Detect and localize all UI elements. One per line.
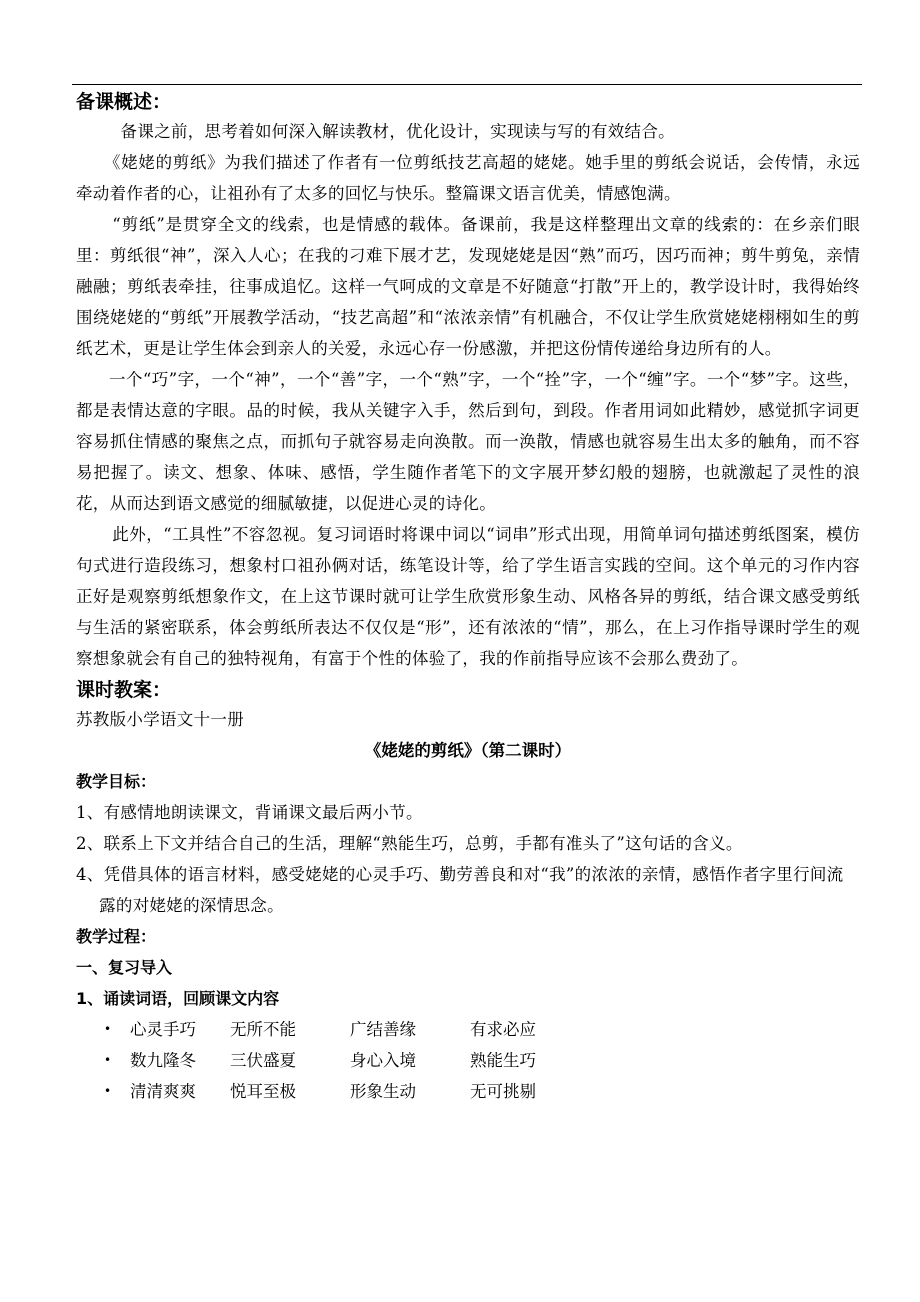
word-item: 悦耳至极 xyxy=(230,1082,296,1101)
objective-item: 1、有感情地朗读课文，背诵课文最后两小节。 xyxy=(76,803,423,822)
objectives-heading: 教学目标： xyxy=(76,772,157,791)
process-heading: 教学过程： xyxy=(76,927,157,946)
overview-paragraph: 一个“巧”字，一个“神”，一个“善”字，一个“熟”字，一个“拴”字，一个“缠”字。一个“梦”字。这些，都是表情达意的字眼。品的时候，我从关键字入手，然后到句，到段。作者用词如此精妙，感觉抓字词更容易抓住情感的聚焦之点，而抓句子就容易走向涣散。而一涣散，情感也就容易生出太多的触角，而不容易把握了。读文、想象、体味、感悟，学生随作者笔下的文字展开梦幻般的翅膀，也就激起了灵性的浪花，从而达到语文感觉的细腻敏捷，以促进心灵的诗化。 xyxy=(76,370,860,513)
word-row xyxy=(76,1076,860,1107)
word-row xyxy=(76,1014,860,1045)
word-item: 心灵手巧 xyxy=(130,1020,196,1039)
section-heading-overview: 备课概述： xyxy=(76,91,172,113)
objective-item: 2、联系上下文并结合自己的生活，理解“熟能生巧，总剪，手都有准头了”这句话的含义。 xyxy=(76,834,743,853)
bullet-icon: • xyxy=(104,1053,112,1067)
word-item: 有求必应 xyxy=(470,1020,536,1039)
overview-paragraph: 此外，“工具性”不容忽视。复习词语时将课中词以“词串”形式出现，用简单词句描述剪纸图案，模仿句式进行造段练习，想象村口祖孙俩对话，练笔设计等，给了学生语言实践的空间。这个单元的习作内容正好是观察剪纸想象作文，在上这节课时就可让学生欣赏形象生动、风格各异的剪纸，结合课文感受剪纸与生活的紧密联系，体会剪纸所表达不仅仅是“形”，还有浓浓的“情”，那么，在上习作指导课时学生的观察想象就会有自己的独特视角，有富于个性的体验了，我的作前指导应该不会那么费劲了。 xyxy=(76,525,860,668)
top-rule xyxy=(72,84,862,85)
document-page xyxy=(76,88,860,1107)
word-item: 无所不能 xyxy=(230,1020,296,1039)
overview-paragraph: 备课之前，思考着如何深入解读教材，优化设计，实现读与写的有效结合。 xyxy=(120,122,675,141)
bullet-icon: • xyxy=(104,1022,112,1036)
section-heading-lesson-plan: 课时教案： xyxy=(76,679,172,701)
word-item: 熟能生巧 xyxy=(470,1051,536,1070)
textbook-label: 苏教版小学语文十一册 xyxy=(76,710,244,729)
word-list xyxy=(76,1014,860,1107)
substep-heading: 1、诵读词语，回顾课文内容 xyxy=(76,989,280,1008)
word-item: 身心入境 xyxy=(350,1051,416,1070)
word-item: 广结善缘 xyxy=(350,1020,416,1039)
lesson-title: 《姥姥的剪纸》（第二课时） xyxy=(364,741,572,760)
objective-item: 4、凭借具体的语言材料，感受姥姥的心灵手巧、勤劳善良和对“我”的浓浓的亲情，感悟作者字里行间流露的对姥姥的深情思念。 xyxy=(76,865,844,915)
step-heading: 一、复习导入 xyxy=(76,958,173,977)
overview-paragraph: “剪纸”是贯穿全文的线索，也是情感的载体。备课前，我是这样整理出文章的线索的：在乡亲们眼里：剪纸很“神”，深入人心；在我的刁难下展才艺，发现姥姥是因“熟”而巧，因巧而神；剪牛剪兔，亲情融融；剪纸表牵挂，往事成追忆。这样一气呵成的文章是不好随意“打散”开上的，教学设计时，我得始终围绕姥姥的“剪纸”开展教学活动，“技艺高超”和“浓浓亲情”有机融合，不仅让学生欣赏姥姥栩栩如生的剪纸艺术，更是让学生体会到亲人的关爱，永远心存一份感激，并把这份情传递给身边所有的人。 xyxy=(76,215,860,358)
overview-paragraph: 《姥姥的剪纸》为我们描述了作者有一位剪纸技艺高超的姥姥。她手里的剪纸会说话，会传情，永远牵动着作者的心，让祖孙有了太多的回忆与快乐。整篇课文语言优美，情感饱满。 xyxy=(76,153,860,203)
word-item: 形象生动 xyxy=(350,1082,416,1101)
word-item: 三伏盛夏 xyxy=(230,1051,296,1070)
bullet-icon: • xyxy=(104,1084,112,1098)
word-item: 清清爽爽 xyxy=(130,1082,196,1101)
word-item: 数九隆冬 xyxy=(130,1051,196,1070)
word-row xyxy=(76,1045,860,1076)
word-item: 无可挑剔 xyxy=(470,1082,536,1101)
